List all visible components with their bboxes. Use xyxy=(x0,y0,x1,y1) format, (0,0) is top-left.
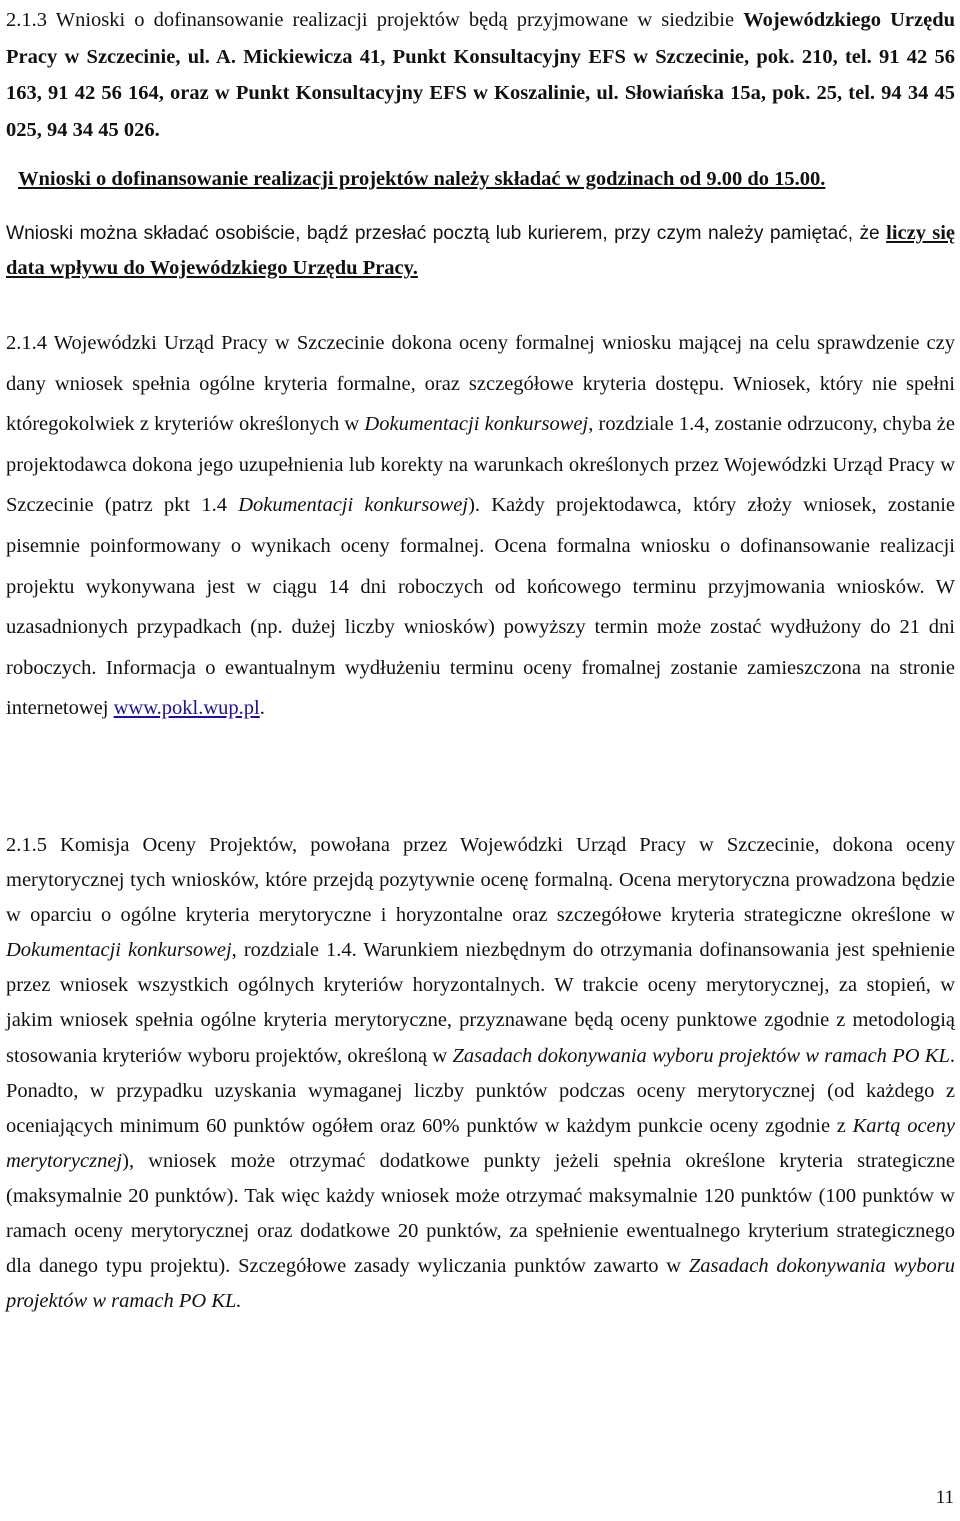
section-2-1-5-text-3: . Ponadto, w przypadku uzyskania wymaganej liczby punktów podczas oceny merytorycznej (od każdego z oceniających minimum 60 punktów ogółem oraz 60% punktów w każdym punkcie oceny zgodnie z xyxy=(6,1044,955,1137)
section-2-1-4 xyxy=(6,323,955,729)
submission-methods xyxy=(6,216,955,286)
section-2-1-5-italic-3: Kartą oceny merytorycznej xyxy=(6,1114,955,1172)
section-2-1-5-italic-1: Dokumentacji konkursowej xyxy=(6,939,232,962)
section-2-1-5-italic-4: Zasadach dokonywania wyboru projektów w ramach PO KL. xyxy=(6,1255,955,1313)
submission-date-rule: liczy się data wpływu do Wojewódzkiego Urzędu Pracy. xyxy=(6,222,955,279)
section-2-1-4-text-3: ). Każdy projektodawca, który złoży wniosek, zostanie pisemnie poinformowany o wynikach oceny formalnej. Ocena formalna wniosku o dofinansowanie realizacji projektu wykonywana jest w ciągu 14 dni roboczych od końcowego terminu przyjmowania wniosków. W uzasadnionych przypadkach (np. dużej liczby wniosków) powyższy termin może zostać wydłużony do 21 dni roboczych. Informacja o ewantualnym wydłużeniu terminu oceny fromalnej zostanie zamieszczona na stronie internetowej xyxy=(6,494,955,720)
section-2-1-5-text-1: 2.1.5 Komisja Oceny Projektów, powołana przez Wojewódzki Urząd Pracy w Szczecinie, dokona oceny merytorycznej tych wniosków, które przejdą pozytywnie ocenę formalną. Ocena merytoryczna prowadzona będzie w oparciu o ogólne kryteria merytoryczne i horyzontalne oraz szczegółowe kryteria strategiczne określone w xyxy=(6,834,955,927)
section-2-1-4-italic-2: Dokumentacji konkursowej xyxy=(238,494,469,517)
section-2-1-4-text-1: 2.1.4 Wojewódzki Urząd Pracy w Szczecinie dokona oceny formalnej wniosku mającej na celu sprawdzenie czy dany wniosek spełnia ogólne kryteria formalne, oraz szczegółowe kryteria dostępu. Wniosek, który nie spełni któregokolwiek z kryteriów określonych w xyxy=(6,332,955,436)
section-2-1-5-text-4: ), wniosek może otrzymać dodatkowe punkty jeżeli spełnia określone kryteria strategiczne (maksymalnie 20 punktów). Tak więc każdy wniosek może otrzymać maksymalnie 120 punktów (100 punktów w ramach oceny merytorycznej oraz dodatkowe 20 punktów, za spełnienie ewentualnego kryterium strategicznego dla danego typu projektu). Szczegółowe zasady wyliczania punktów zawarto w xyxy=(6,1149,955,1278)
website-link[interactable]: www.pokl.wup.pl xyxy=(113,697,260,720)
section-2-1-4-text-4: . xyxy=(259,697,265,720)
section-2-1-5-text-2: , rozdziale 1.4. Warunkiem niezbędnym do otrzymania dofinansowania jest spełnienie przez wniosek wszystkich ogólnych kryteriów horyzontalnych. W trakcie oceny merytorycznej, za stopień, w jakim wniosek spełnia ogólne kryteria merytoryczne, przyznawane będą oceny punktowe zgodnie z metodologią stosowania kryteriów wyboru projektów, określoną w xyxy=(6,939,955,1067)
section-2-1-5-italic-2: Zasadach dokonywania wyboru projektów w ramach PO KL xyxy=(452,1044,950,1067)
page-number: 11 xyxy=(935,1487,954,1508)
section-2-1-4-text-2: , rozdziale 1.4, zostanie odrzucony, chyba że projektodawca dokona jego uzupełnienia lub korekty na warunkach określonych przez Wojewódzki Urząd Pracy w Szczecinie (patrz pkt 1.4 xyxy=(6,413,955,517)
submission-text: Wnioski można składać osobiście, bądź przesłać pocztą lub kurierem, przy czym należy pamiętać, że xyxy=(6,223,887,244)
section-2-1-5 xyxy=(6,828,955,1319)
section-2-1-3-address: Wojewódzkiego Urzędu Pracy w Szczecinie, ul. A. Mickiewicza 41, Punkt Konsultacyjny EFS w Szczecinie, pok. 210, tel. 91 42 56 163, 91 42 56 164, oraz w Punkt Konsultacyjny EFS w Koszalinie, ul. Słowiańska 15a, pok. 25, tel. 94 34 45 025, 94 34 45 026. xyxy=(6,9,955,141)
section-2-1-3 xyxy=(6,2,955,148)
submission-hours-notice: Wnioski o dofinansowanie realizacji projektów należy składać w godzinach od 9.00 do 15.00. xyxy=(18,168,826,190)
section-2-1-3-intro: 2.1.3 Wnioski o dofinansowanie realizacji projektów będą przyjmowane w siedzibie xyxy=(6,9,744,31)
section-2-1-4-italic-1: Dokumentacji konkursowej xyxy=(364,413,589,436)
